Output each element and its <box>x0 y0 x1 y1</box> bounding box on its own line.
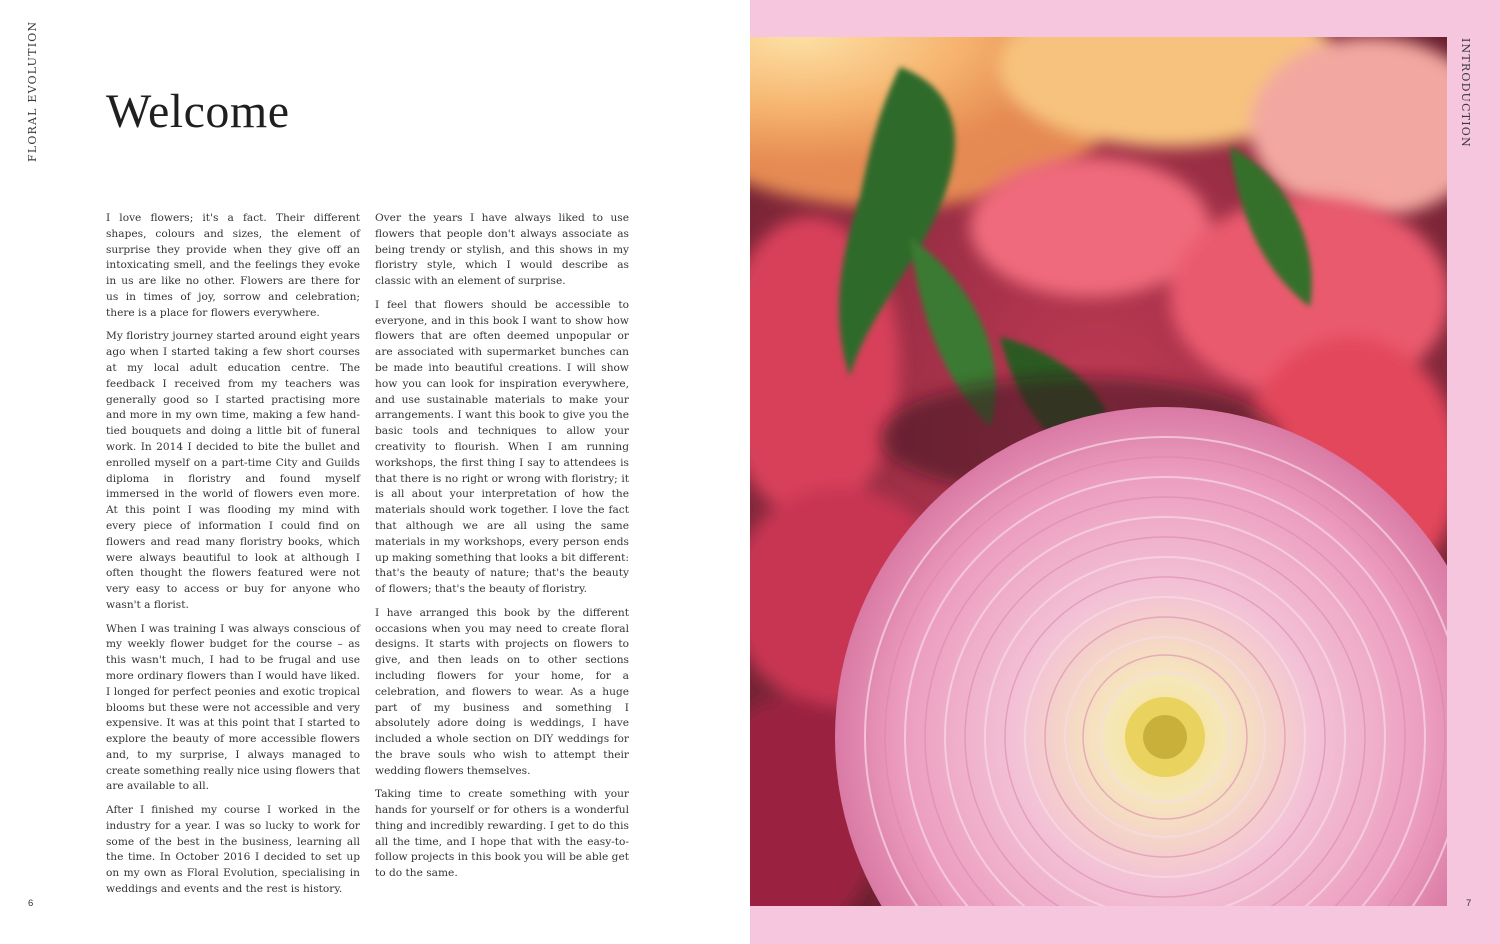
flower-photo-illustration <box>750 37 1447 906</box>
text-column-1 <box>106 211 360 906</box>
running-head-left <box>26 20 40 168</box>
right-page <box>750 0 1500 944</box>
running-head-left-text: FLORAL EVOLUTION <box>26 20 39 162</box>
page-title: Welcome <box>106 85 290 138</box>
paragraph: My floristry journey started around eight years ago when I started taking a few short courses at my local adult education centre. The feedback I received from my teachers was generally good so I started practising more and more in my own time, making a few hand-tied bouquets and doing a little bit of funeral work. In 2014 I decided to bite the bullet and enrolled myself on a part-time City and Guilds diploma in floristry and found myself immersed in the world of flowers even more. At this point I was flooding my mind with every piece of information I could find on flowers and read many floristry books, which were always beautiful to look at although I often thought the flowers featured were not very easy to access or buy for anyone who wasn't a florist. <box>106 330 360 611</box>
page-number-right: 7 <box>1466 898 1472 909</box>
paragraph: I have arranged this book by the different occasions when you may need to create floral designs. It starts with projects on flowers to give, and then leads on to other sections including flowers for your home, for a celebration, and flowers to wear. As a huge part of my business and something I absolutely adore doing is weddings, I have included a whole section on DIY weddings for the brave souls who wish to attempt their wedding flowers themselves. <box>375 606 629 777</box>
paragraph: After I finished my course I worked in the industry for a year. I was so lucky to work for some of the best in the business, learning all the time. In October 2016 I decided to set up on my own as Floral Evolution, specialising in weddings and events and the rest is history. <box>106 804 360 896</box>
paragraph: When I was training I was always conscious of my weekly flower budget for the course – as this wasn't much, I had to be frugal and use more ordinary flowers than I would have liked. I longed for perfect peonies and exotic tropical blooms but these were not accessible and very expensive. It was at this point that I started to explore the beauty of more accessible flowers and, to my surprise, I always managed to create something really nice using flowers that are available to all. <box>106 622 360 793</box>
paragraph: Over the years I have always liked to use flowers that people don't always associate as being trendy or stylish, and this shows in my floristry style, which I would describe as classic with an element of surprise. <box>375 212 629 288</box>
running-head-right <box>1458 38 1472 148</box>
paragraph: I love flowers; it's a fact. Their different shapes, colours and sizes, the element of surprise they provide when they give off an intoxicating smell, and the feelings they evoke in us are like no other. Flowers are there for us in times of joy, sorrow and celebration; there is a place for flowers everywhere. <box>106 212 360 319</box>
running-head-right-text: INTRODUCTION <box>1459 38 1472 148</box>
text-column-2 <box>375 211 629 890</box>
page-number-left: 6 <box>28 898 34 909</box>
flower-photo <box>750 37 1447 906</box>
paragraph: Taking time to create something with your hands for yourself or for others is a wonderful thing and incredibly rewarding. I get to do this all the time, and I hope that with the easy-to-follow projects in this book you will be able get to do the same. <box>375 788 629 880</box>
paragraph: I feel that flowers should be accessible to everyone, and in this book I want to show how flowers that are often deemed unpopular or are associated with supermarket bunches can be made into beautiful creations. I will show how you can look for inspiration everywhere, and use sustainable materials to make your arrangements. I want this book to give you the basic tools and techniques to allow your creativity to flourish. When I am running workshops, the first thing I say to attendees is that there is no right or wrong with floristry; it is all about your interpretation of how the materials should work together. I love the fact that although we are all using the same materials in my workshops, every person ends up making something that looks a bit different: that's the beauty of nature; that's the beauty of flowers; that's the beauty of floristry. <box>375 298 629 596</box>
